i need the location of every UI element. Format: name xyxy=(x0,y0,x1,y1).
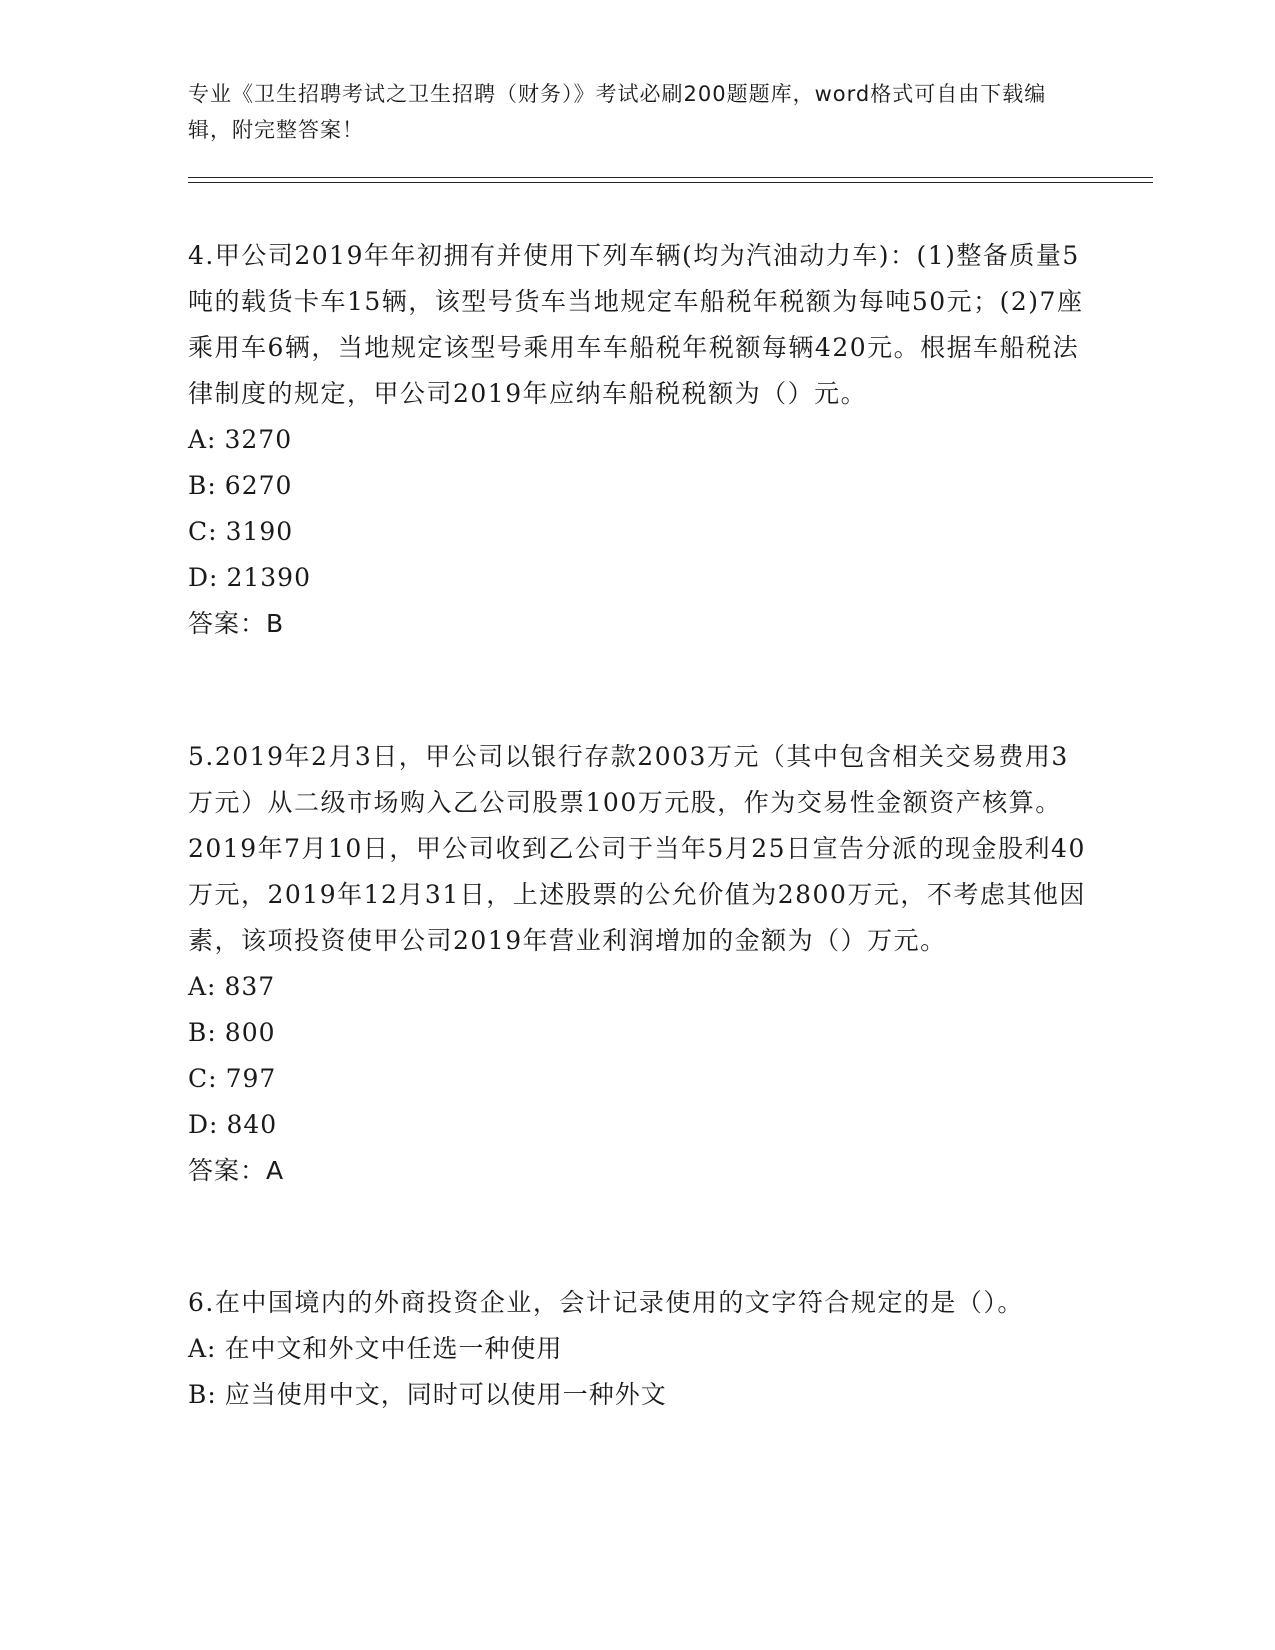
question-stem: 5.2019年2月3日，甲公司以银行存款2003万元（其中包含相关交易费用3万元）从二级市场购入乙公司股票100万元股，作为交易性金额资产核算。2019年7月10日，甲公司收到乙公司于当年5月25日宣告分派的现金股利40万元，2019年12月31日，上述股票的公允价值为2800万元，不考虑其他因素，该项投资使甲公司2019年营业利润增加的金额为（）万元。 xyxy=(188,742,1086,955)
header-divider-top xyxy=(188,177,1153,178)
option-letter: A: xyxy=(188,1334,217,1363)
question-stem: 4.甲公司2019年年初拥有并使用下列车辆(均为汽油动力车)：(1)整备质量5吨的载货卡车15辆，该型号货车当地规定车船税年税额为每吨50元；(2)7座乘用车6辆，当地规定该型号乘用车车船税年税额每辆420元。根据车船税法律制度的规定，甲公司2019年应纳车船税税额为（）元。 xyxy=(188,241,1084,408)
option-text: 21390 xyxy=(226,563,311,592)
option-text: 3270 xyxy=(224,425,293,454)
option-a xyxy=(188,964,1088,1010)
answer-line: 答案：B xyxy=(188,609,285,638)
question-6 xyxy=(188,1280,1088,1418)
option-letter: A: xyxy=(188,425,217,454)
option-b xyxy=(188,463,1088,509)
question-4 xyxy=(188,233,1088,647)
option-d xyxy=(188,1102,1088,1148)
option-a xyxy=(188,1326,1088,1372)
option-text: 6270 xyxy=(224,471,293,500)
question-stem: 6.在中国境内的外商投资企业，会计记录使用的文字符合规定的是（）。 xyxy=(188,1288,1024,1317)
option-letter: B: xyxy=(188,1380,217,1409)
option-c xyxy=(188,1056,1088,1102)
option-c xyxy=(188,509,1088,555)
option-b xyxy=(188,1010,1088,1056)
option-b xyxy=(188,1372,1088,1418)
document-header xyxy=(188,76,1088,148)
answer-line: 答案：A xyxy=(188,1156,285,1185)
option-text: 在中文和外文中任选一种使用 xyxy=(224,1334,563,1363)
header-divider-bottom xyxy=(188,182,1153,183)
option-text: 837 xyxy=(224,972,276,1001)
option-text: 840 xyxy=(226,1110,278,1139)
option-letter: D: xyxy=(188,563,219,592)
option-letter: A: xyxy=(188,972,217,1001)
option-text: 797 xyxy=(225,1064,277,1093)
option-text: 3190 xyxy=(225,517,294,546)
option-text: 800 xyxy=(224,1018,276,1047)
option-d xyxy=(188,555,1088,601)
question-5 xyxy=(188,734,1088,1194)
option-a xyxy=(188,417,1088,463)
option-letter: B: xyxy=(188,1018,217,1047)
option-letter: B: xyxy=(188,471,217,500)
option-letter: D: xyxy=(188,1110,219,1139)
header-text: 专业《卫生招聘考试之卫生招聘（财务）》考试必刷200题题库，word格式可自由下载编辑，附完整答案！ xyxy=(188,82,1047,142)
option-text: 应当使用中文，同时可以使用一种外文 xyxy=(224,1380,667,1409)
option-letter: C: xyxy=(188,1064,218,1093)
option-letter: C: xyxy=(188,517,218,546)
